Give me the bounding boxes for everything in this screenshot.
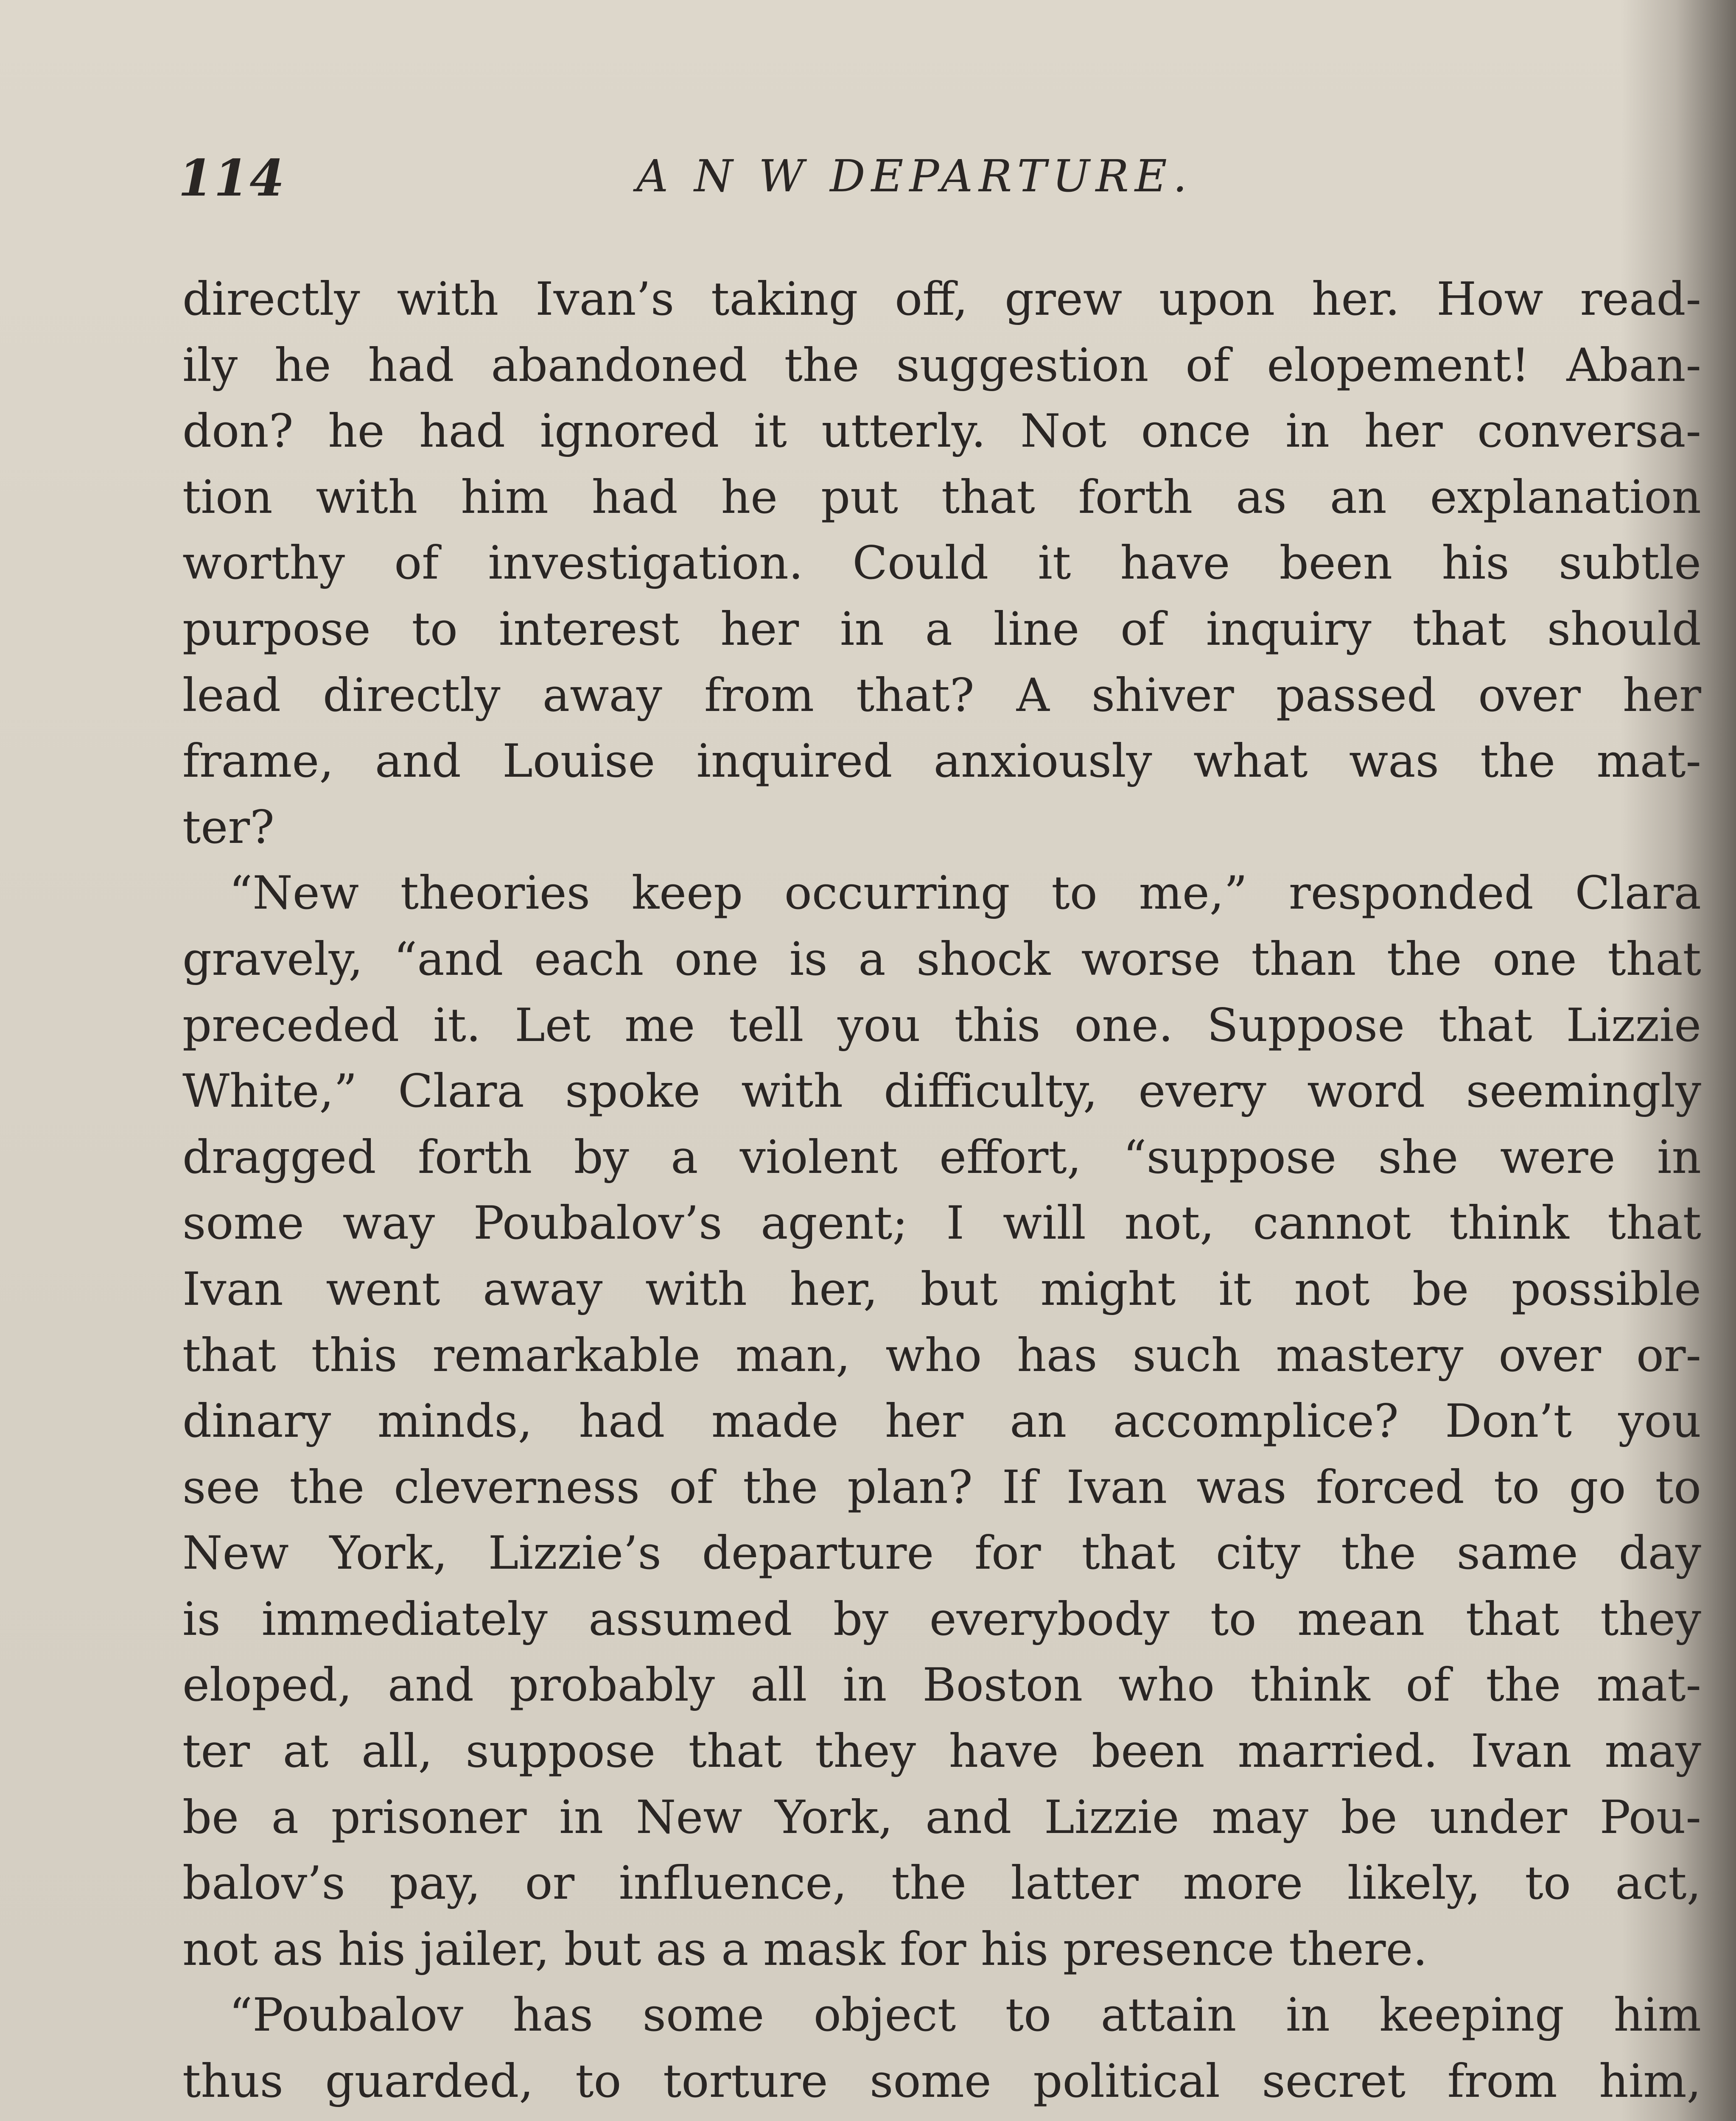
- text-line: ter at all, suppose that they have been married. Ivan may: [182, 1725, 1701, 1778]
- running-head: A N W DEPARTURE.: [636, 150, 1193, 202]
- text-line: ily he had abandoned the suggestion of elopement! Aban-: [182, 339, 1701, 392]
- text-line: directly with Ivan’s taking off, grew upon her. How read-: [182, 273, 1701, 326]
- text-line: be a prisoner in New York, and Lizzie may be under Pou-: [182, 1791, 1701, 1844]
- body-text: [182, 266, 1701, 2121]
- text-line: eloped, and probably all in Boston who think of the mat-: [182, 1659, 1701, 1712]
- text-line: ter?: [182, 800, 274, 854]
- text-line: some way Poubalov’s agent; I will not, cannot think that: [182, 1197, 1701, 1250]
- text-line: New York, Lizzie’s departure for that city the same day: [182, 1527, 1701, 1580]
- text-line: dinary minds, had made her an accomplice? Don’t you: [182, 1395, 1701, 1448]
- text-line: see the cleverness of the plan? If Ivan was forced to go to: [182, 1461, 1701, 1514]
- text-line: don? he had ignored it utterly. Not once in her conversa-: [182, 405, 1701, 458]
- text-line: lead directly away from that? A shiver passed over her: [182, 669, 1701, 722]
- page-header: [178, 148, 1705, 225]
- text-line: purpose to interest her in a line of inquiry that should: [182, 602, 1701, 656]
- text-line: tion with him had he put that forth as an explanation: [182, 470, 1701, 524]
- text-line: preceded it. Let me tell you this one. Suppose that Lizzie: [182, 999, 1701, 1052]
- text-line: that this remarkable man, who has such mastery over or-: [182, 1329, 1701, 1382]
- text-line: Ivan went away with her, but might it not be possible: [182, 1262, 1701, 1316]
- page-number: 114: [178, 148, 286, 207]
- text-line: balov’s pay, or influence, the latter more likely, to act,: [182, 1857, 1701, 1910]
- text-line: is immediately assumed by everybody to mean that they: [182, 1592, 1701, 1646]
- text-line: gravely, “and each one is a shock worse than the one that: [182, 932, 1701, 986]
- text-line: White,” Clara spoke with difficulty, every word seemingly: [182, 1065, 1701, 1118]
- text-line: frame, and Louise inquired anxiously what was the mat-: [182, 735, 1701, 788]
- text-line: thus guarded, to torture some political secret from him,: [182, 2055, 1701, 2108]
- text-line: [182, 2115, 1701, 2121]
- text-line: not as his jailer, but as a mask for his presence there.: [182, 1922, 1428, 1976]
- text-line: “Poubalov has some object to attain in keeping him: [229, 1989, 1701, 2042]
- text-line: “New theories keep occurring to me,” responded Clara: [229, 867, 1701, 920]
- text-line: worthy of investigation. Could it have been his subtle: [182, 537, 1701, 590]
- text-line: dragged forth by a violent effort, “suppose she were in: [182, 1130, 1701, 1184]
